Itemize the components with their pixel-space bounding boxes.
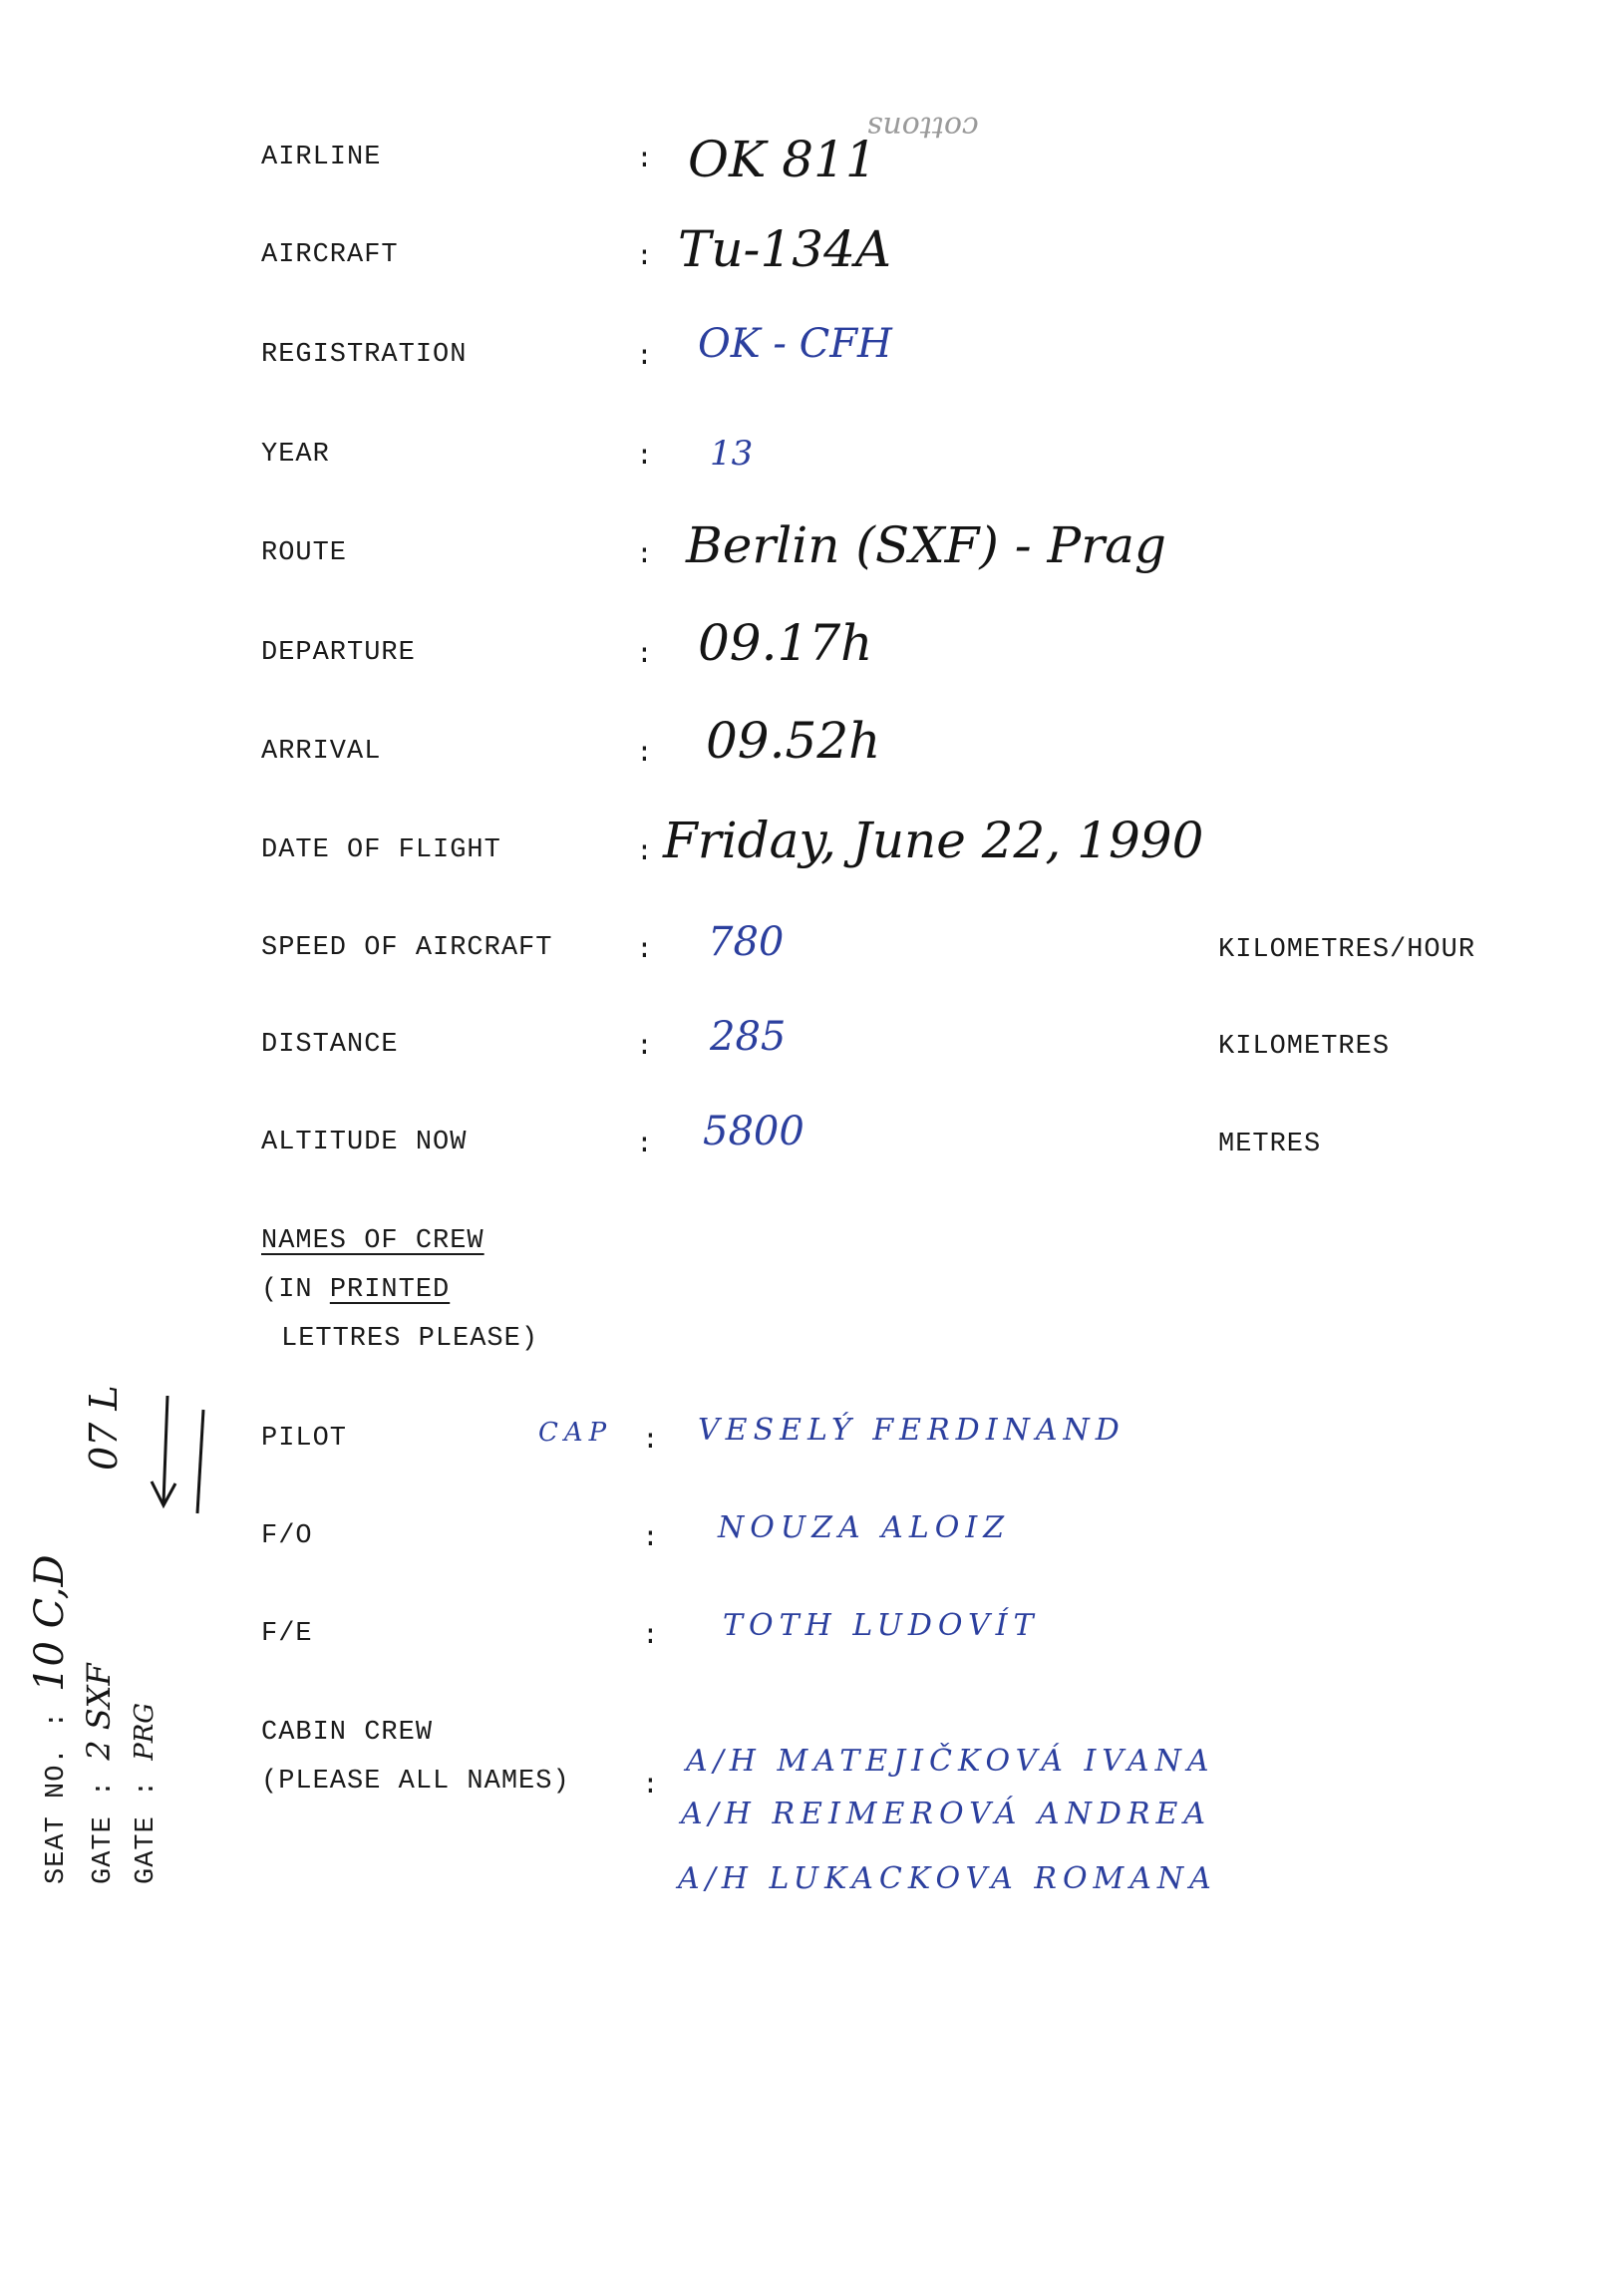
distance-unit: KILOMETRES bbox=[1218, 1032, 1391, 1062]
colon: : bbox=[636, 342, 653, 373]
airline-label: AIRLINE bbox=[261, 143, 382, 172]
colon: : bbox=[636, 442, 653, 473]
date-label: DATE OF FLIGHT bbox=[261, 835, 501, 865]
aircraft-label: AIRCRAFT bbox=[261, 240, 399, 270]
colon: : bbox=[636, 1130, 653, 1160]
crew-heading: NAMES OF CREW bbox=[261, 1226, 484, 1256]
colon: : bbox=[642, 1621, 659, 1652]
cabin-crew-label: CABIN CREW bbox=[261, 1718, 434, 1748]
colon: : bbox=[642, 1523, 659, 1554]
altitude-label: ALTITUDE NOW bbox=[261, 1128, 468, 1157]
colon: : bbox=[89, 1779, 119, 1798]
pilot-label: PILOT bbox=[261, 1424, 348, 1454]
date-value: Friday, June 22, 1990 bbox=[663, 812, 1204, 869]
colon: : bbox=[132, 1779, 161, 1798]
speed-unit: KILOMETRES/HOUR bbox=[1218, 935, 1476, 965]
speed-value: 780 bbox=[708, 919, 785, 965]
registration-value: OK - CFH bbox=[698, 321, 892, 367]
speed-label: SPEED OF AIRCRAFT bbox=[261, 933, 553, 963]
colon: : bbox=[636, 540, 653, 571]
crew-heading-line3: LETTRES PLEASE) bbox=[281, 1324, 539, 1354]
arrival-label: ARRIVAL bbox=[261, 737, 382, 767]
route-label: ROUTE bbox=[261, 538, 348, 568]
crew-heading-line2-pre: (IN bbox=[261, 1275, 330, 1305]
colon: : bbox=[642, 1426, 659, 1457]
pilot-rank: CAP bbox=[538, 1418, 613, 1448]
distance-label: DISTANCE bbox=[261, 1030, 399, 1060]
colon: : bbox=[636, 145, 653, 175]
seat-row bbox=[27, 1554, 73, 1884]
fe-label: F/E bbox=[261, 1619, 313, 1649]
colon: : bbox=[636, 242, 653, 273]
cabin-crew-member: A/H REIMEROVÁ ANDREA bbox=[681, 1797, 1212, 1831]
gate1-row bbox=[80, 1663, 119, 1884]
pilot-value: VESELÝ FERDINAND bbox=[698, 1413, 1126, 1448]
aircraft-value: Tu-134A bbox=[678, 220, 891, 278]
departure-label: DEPARTURE bbox=[261, 638, 416, 668]
colon: : bbox=[642, 1771, 659, 1802]
fe-value: TOTH LUDOVÍT bbox=[723, 1608, 1040, 1643]
year-label: YEAR bbox=[261, 440, 330, 470]
fo-value: NOUZA ALOIZ bbox=[718, 1510, 1011, 1545]
crew-heading-printed: PRINTED bbox=[329, 1275, 451, 1305]
colon: : bbox=[636, 739, 653, 770]
crew-heading-line2 bbox=[261, 1277, 450, 1304]
distance-value: 285 bbox=[710, 1014, 787, 1060]
departure-value: 09.17h bbox=[698, 614, 873, 672]
year-value: 13 bbox=[710, 434, 754, 474]
seat-label: SEAT NO. bbox=[42, 1747, 72, 1884]
colon: : bbox=[636, 640, 653, 671]
margin-annotation bbox=[82, 1385, 126, 1471]
cabin-crew-member: A/H LUKACKOVA ROMANA bbox=[678, 1861, 1217, 1896]
margin-arrow-icon bbox=[140, 1386, 219, 1525]
registration-label: REGISTRATION bbox=[261, 340, 468, 370]
fo-label: F/O bbox=[261, 1521, 313, 1551]
altitude-value: 5800 bbox=[703, 1109, 804, 1154]
seat-value: 10 C,D bbox=[27, 1554, 73, 1692]
gate2-label: GATE bbox=[132, 1815, 161, 1884]
gate1-label: GATE bbox=[89, 1815, 119, 1884]
airline-value: OK 811 bbox=[688, 131, 877, 188]
altitude-unit: METRES bbox=[1218, 1130, 1322, 1159]
colon: : bbox=[636, 837, 653, 868]
cabin-crew-label-line2: (PLEASE ALL NAMES) bbox=[261, 1767, 570, 1797]
annotation-text: 07 L bbox=[82, 1385, 126, 1471]
colon: : bbox=[636, 935, 653, 966]
route-value: Berlin (SXF) - Prag bbox=[686, 516, 1166, 574]
gate2-row bbox=[132, 1703, 161, 1884]
pencil-note: cottons bbox=[867, 110, 979, 145]
cabin-crew-member: A/H MATEJIČKOVÁ IVANA bbox=[686, 1744, 1215, 1779]
gate2-value: PRG bbox=[130, 1702, 160, 1761]
gate1-value: 2 SXF bbox=[80, 1663, 118, 1761]
colon: : bbox=[636, 1032, 653, 1063]
arrival-value: 09.52h bbox=[706, 712, 881, 770]
colon: : bbox=[42, 1711, 72, 1729]
